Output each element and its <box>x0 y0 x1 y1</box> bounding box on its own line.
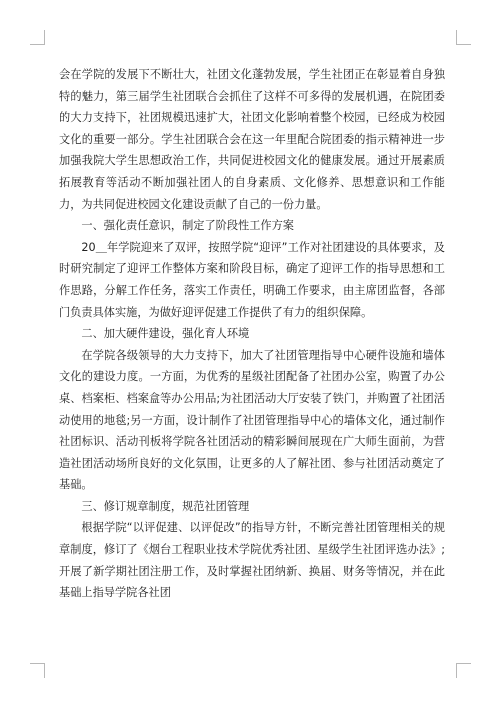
crop-mark-top-right <box>456 30 471 45</box>
crop-mark-bottom-left <box>30 663 45 678</box>
document-body <box>59 64 445 604</box>
crop-mark-top-left <box>30 30 45 45</box>
section-heading-3: 三、修订规章制度，规范社团管理 <box>81 499 250 513</box>
crop-mark-bottom-right <box>456 663 471 678</box>
section-heading-1: 一、强化责任意识，制定了阶段性工作方案 <box>81 219 294 233</box>
paragraph-section-1: 20＿年学院迎来了双评，按照学院“迎评”工作对社团建设的具体要求，及时研究制定了迎评工作整体方案和阶段目标，确定了迎评工作的指导思想和工作思路，分解工作任务，落实工作责任，明确工作要求，由主席团监督，各部门负责具体实施，为做好迎评促建工作提供了有力的组织保障。 <box>59 240 445 319</box>
paragraph-intro: 会在学院的发展下不断壮大，社团文化蓬勃发展，学生社团正在彰显着自身独特的魅力，第三届学生社团联合会抓住了这样不可多得的发展机遇，在院团委的大力支持下，社团规模迅速扩大，社团文化影响着整个校园，已经成为校园文化的重要一部分。学生社团联合会在这一年里配合院团委的指示精神进一步加强我院大学生思想政治工作，共同促进校园文化的健康发展。通过开展素质拓展教育等活动不断加强社团人的自身素质、文化修养、思想意识和工作能力，为共同促进校园文化建设贡献了自己的一份力量。 <box>59 68 445 211</box>
section-heading-2: 二、加大硬件建设，强化育人环境 <box>81 327 250 341</box>
paragraph-section-3: 根据学院“以评促建、以评促改”的指导方针，不断完善社团管理相关的规章制度，修订了《烟台工程职业技术学院优秀社团、星级学生社团评选办法》;开展了新学期社团注册工作，及时掌握社团纳新、换届、财务等情况，并在此基础上指导学院各社团 <box>59 521 445 600</box>
paragraph-section-2: 在学院各级领导的大力支持下，加大了社团管理指导中心硬件设施和墙体文化的建设力度。一方面，为优秀的星级社团配备了社团办公室，购置了办公桌、档案柜、档案盒等办公用品;为社团活动大厅安装了铁门，并购置了社团活动使用的地毯;另一方面，设计制作了社团管理指导中心的墙体文化，通过制作社团标识、活动刊板将学院各社团活动的精彩瞬间展现在广大师生面前，为营造社团活动场所良好的文化氛围，让更多的人了解社团、参与社团活动奠定了基础。 <box>59 348 445 492</box>
